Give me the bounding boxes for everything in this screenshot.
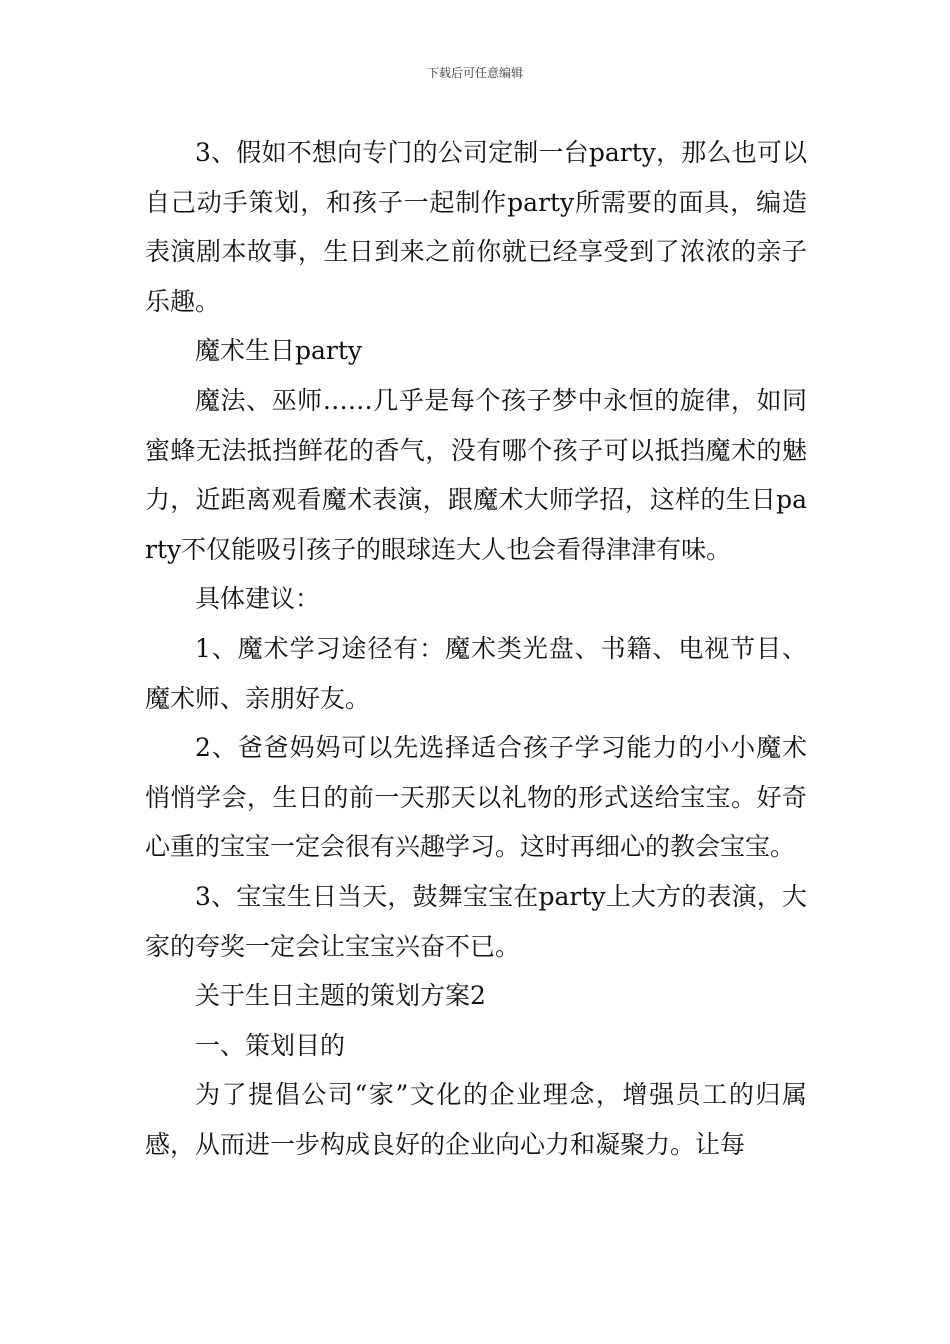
paragraph-party-diy: 3、假如不想向专门的公司定制一台party，那么也可以自己动手策划，和孩子一起制作party所需要的面具，编造表演剧本故事，生日到来之前你就已经享受到了浓浓的亲子乐趣。 (145, 138, 807, 316)
paragraph-magic-intro: 魔法、巫师……几乎是每个孩子梦中永恒的旋律，如同蜜蜂无法抵挡鲜花的香气，没有哪个孩子可以抵挡魔术的魅力，近距离观看魔术表演，跟魔术大师学招，这样的生日party不仅能吸引孩子的眼球连大人也会看得津津有味。 (145, 385, 807, 564)
paragraph-suggestion-2: 2、爸爸妈妈可以先选择适合孩子学习能力的小小魔术悄悄学会，生日的前一天那天以礼物的形式送给宝宝。好奇心重的宝宝一定会很有兴趣学习。这时再细心的教会宝宝。 (145, 733, 807, 862)
paragraph-suggestion-1: 1、魔术学习途径有：魔术类光盘、书籍、电视节目、魔术师、亲朋好友。 (145, 633, 807, 713)
document-body (145, 128, 807, 1169)
page-header: 下载后可任意编辑 (426, 66, 523, 80)
section-heading-plan-2: 关于生日主题的策划方案2 (195, 981, 486, 1011)
section-heading-purpose: 一、策划目的 (195, 1030, 346, 1060)
section-heading-magic-party: 魔术生日party (195, 336, 363, 366)
paragraph-suggestions-label: 具体建议： (195, 584, 321, 614)
paragraph-suggestion-3: 3、宝宝生日当天，鼓舞宝宝在party上大方的表演，大家的夸奖一定会让宝宝兴奋不已。 (145, 881, 807, 961)
paragraph-purpose: 为了提倡公司“家”文化的企业理念，增强员工的归属感，从而进一步构成良好的企业向心力和凝聚力。让每 (145, 1080, 807, 1159)
